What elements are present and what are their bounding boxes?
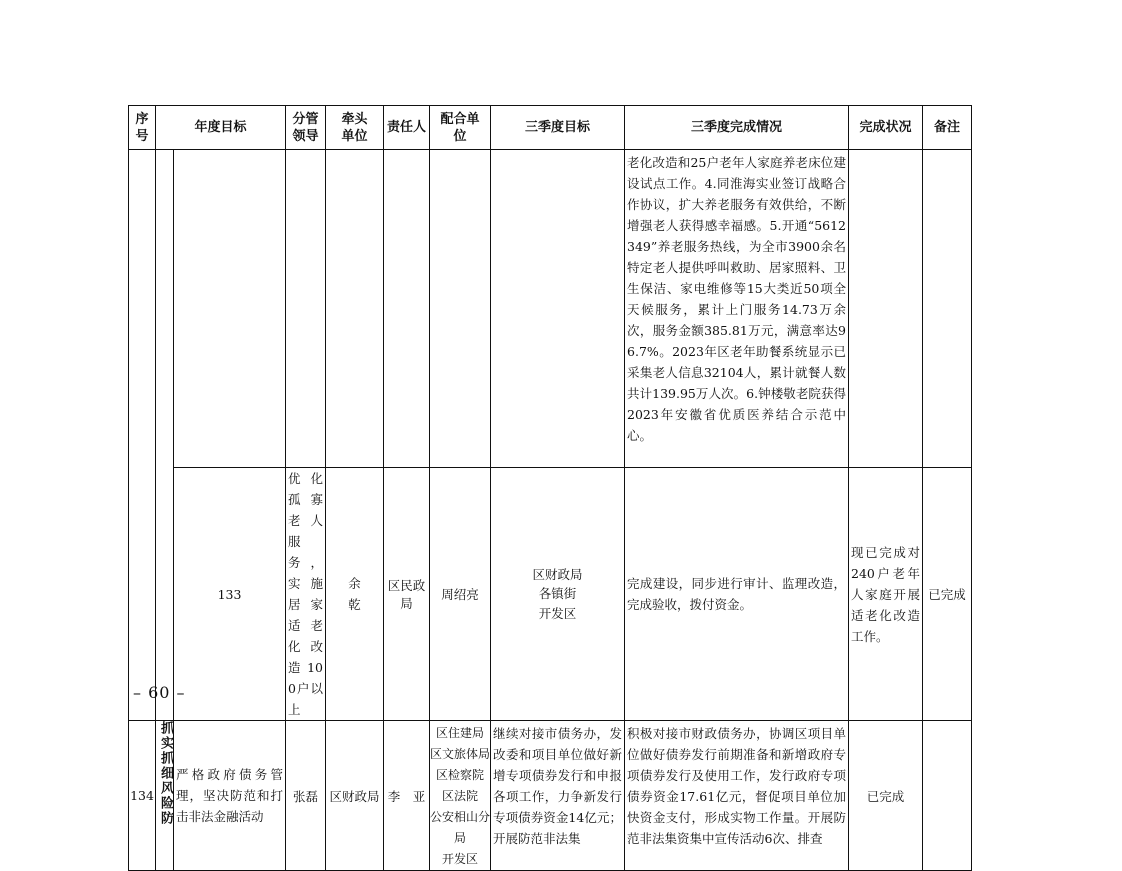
header-leader: 分管领导 xyxy=(286,106,326,150)
work-target-table xyxy=(128,105,972,871)
row-goal: 严格政府债务管理，坚决防范和打击非法金融活动 xyxy=(176,767,284,824)
row-seq: 134 xyxy=(129,721,156,871)
header-status: 完成状况 xyxy=(849,106,923,150)
header-seq: 序号 xyxy=(129,106,156,150)
table-header-row xyxy=(129,106,972,150)
header-remark: 备注 xyxy=(923,106,972,150)
row-seq: 133 xyxy=(174,468,286,721)
row-status: 已完成 xyxy=(923,468,972,721)
table-row-134 xyxy=(129,721,972,871)
row-person: 李 亚 xyxy=(384,721,430,871)
done-cell xyxy=(625,150,849,468)
table-row-133 xyxy=(129,468,972,721)
header-lead-unit: 牵头单位 xyxy=(326,106,384,150)
page-number: – 60 – xyxy=(133,683,186,702)
category-label: 抓实抓细风险防 xyxy=(158,721,173,826)
row-leader: 余乾 xyxy=(348,576,361,612)
row-coop: 区住建局 区文旅体局 区检察院 区法院 公安相山分局 开发区 xyxy=(430,726,491,866)
header-q3-done: 三季度完成情况 xyxy=(625,106,849,150)
row-q3-done: 积极对接市财政债务办，协调区项目单位做好债券发行前期准备和新增政府专项债券发行及使用工作，发行政府专项债券资金17.61亿元，督促项目单位加快资金支付，形成实物工作量。开展防范非法集资集中宣传活动6次、排查 xyxy=(627,726,847,846)
header-person: 责任人 xyxy=(384,106,430,150)
row-status: 已完成 xyxy=(849,721,923,871)
row-lead-unit: 区民政局 xyxy=(384,468,430,721)
row-goal: 优化孤寡老人服务，实施居家适老化改造100户以上 xyxy=(288,471,324,717)
row-q3-done: 现已完成对240户老年人家庭开展适老化改造工作。 xyxy=(851,544,921,644)
table-row-continued xyxy=(129,150,972,468)
done-text-continued: 老化改造和25户老年人家庭养老床位建设试点工作。4.同淮海实业签订战略合作协议，扩大养老服务有效供给，不断增强老人获得感幸福感。5.开通“5612349”养老服务热线，为全市3900余名特定老人提供呼叫救助、居家照料、卫生保洁、家电维修等15大类近50项全天候服务，累计上门服务14.73万余次，服务金额385.81万元，满意率达96.7%。2023年区老年助餐系统显示已采集老人信息32104人，累计就餐人数共计139.95万人次。6.钟楼敬老院获得2023年安徽省优质医养结合示范中心。 xyxy=(627,155,847,443)
header-q3-goal: 三季度目标 xyxy=(491,106,625,150)
header-goal: 年度目标 xyxy=(156,106,286,150)
row-coop: 区财政局 各镇街 开发区 xyxy=(532,566,583,621)
header-coop: 配合单位 xyxy=(430,106,491,150)
row-person: 周绍亮 xyxy=(430,468,491,721)
row-lead-unit: 区财政局 xyxy=(326,721,384,871)
row-leader: 张磊 xyxy=(286,721,326,871)
row-q3-goal: 完成建设，同步进行审计、监理改造，完成验收，拨付资金。 xyxy=(627,576,847,612)
row-q3-goal: 继续对接市债务办，发改委和项目单位做好新增专项债券发行和申报各项工作，力争新发行专项债券资金14亿元；开展防范非法集 xyxy=(493,726,623,846)
